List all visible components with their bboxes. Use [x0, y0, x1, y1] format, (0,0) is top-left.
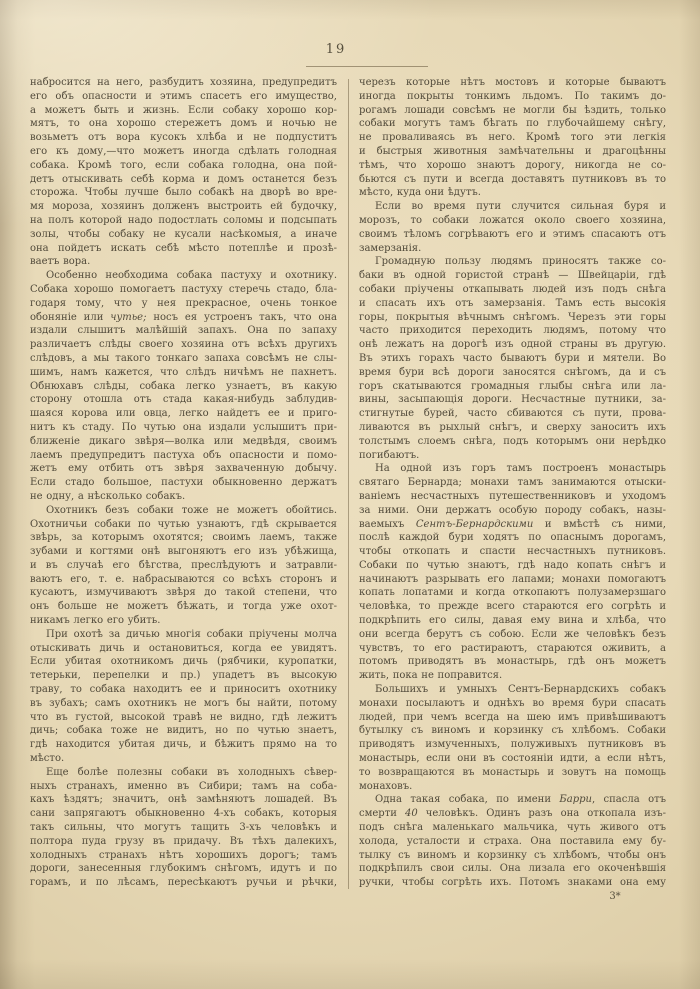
text-line: и спасать ихъ отъ замерзанія. Тамъ есть высокія	[359, 297, 666, 309]
column-divider	[348, 79, 349, 889]
text-line: чтобы откопать и спасти несчастныхъ путниковъ.	[359, 546, 666, 558]
text-line: Особенно необходима собака пастуху и охотнику.	[46, 270, 337, 282]
text-line: сторону отошла отъ стада какая-нибудь заблудив-	[30, 394, 337, 406]
text-line: ручки, чтобы согрѣть ихъ. Потомъ знаками она ему	[359, 877, 666, 889]
text-line: Въ этихъ горахъ часто бываютъ бури и мятели. Во	[359, 352, 666, 364]
text-line: детъ отыскивать себѣ корма и домъ останется безъ	[30, 173, 337, 185]
text-line: не одну, а нѣсколько собакъ.	[30, 490, 186, 502]
italic-text: Сентъ-Бернардскими	[415, 518, 534, 530]
text-line: Большихъ и умныхъ Сентъ-Бернардскихъ собакъ	[375, 684, 666, 696]
text-line: онѣ лежатъ на дорогѣ изъ одной страны въ другую.	[359, 339, 666, 351]
right-column	[359, 76, 666, 890]
text-line: онъ больше не можетъ бѣжать, и тогда уже охот-	[30, 601, 337, 613]
text-line: монаховъ.	[359, 780, 413, 792]
text-line: баки въ одной гористой странѣ — Швейцаріи, гдѣ	[359, 270, 666, 282]
left-column	[30, 76, 337, 890]
text-line: возьметъ отъ вора кусокъ хлѣба и не подпуститъ	[30, 132, 337, 144]
text-line: морозъ, то собаки ложатся около своего хозяина,	[359, 214, 666, 226]
text-line: лаемъ предупредитъ пастуха объ опасности и помо-	[30, 449, 337, 461]
text-line: собака. Кромѣ того, если собака голодна, она пой-	[30, 159, 337, 171]
text-line: тетерьки, перепелки и пр.) упадетъ въ высокую	[30, 670, 337, 682]
text-line: подъ снѣга маленькаго мальчика, чуть живого отъ	[359, 822, 666, 834]
text-line: ваемыхъ Сентъ-Бернардскими и вмѣстѣ съ ними,	[359, 518, 666, 530]
text-line: При охотѣ за дичью многія собаки пріучены молча	[46, 628, 337, 640]
text-line: кахъ ѣздятъ; значитъ, онѣ замѣняютъ лошадей. Въ	[30, 794, 337, 806]
text-line: послѣ каждой бури ходятъ по опаснымъ дорогамъ,	[359, 532, 666, 544]
text-line: холодныхъ странахъ нѣтъ хорошихъ дорогъ; тамъ	[30, 849, 337, 861]
text-line: Обнюхавъ слѣды, собака легко узнаетъ, въ какую	[30, 380, 337, 392]
text-line: его къ дому,—что можетъ иногда сдѣлать голодная	[30, 145, 337, 157]
text-line: кусаютъ, измучиваютъ звѣря до такой степени, что	[30, 587, 337, 599]
text-line: черезъ которые нѣтъ мостовъ и которые бываютъ	[359, 77, 666, 88]
text-line: собаки пріучены откапывать людей изъ подъ снѣга	[359, 283, 666, 295]
text-line: горамъ, и по лѣсамъ, пересѣкаютъ ручьи и рѣчки,	[30, 877, 337, 889]
text-line: отыскивать дичь и остановиться, когда ее увидятъ.	[30, 642, 337, 654]
text-line: ваніемъ несчастныхъ путешественниковъ и уходомъ	[359, 490, 666, 502]
text-line: что въ густой, высокой травѣ не видно, гдѣ лежитъ	[30, 711, 337, 723]
text-line: ближеніе дикаго звѣря—волка или медвѣдя, своимъ	[30, 435, 337, 447]
text-line: звѣрь, за которымъ охотятся; своимъ лаемъ, также	[30, 532, 337, 544]
text-line: чувствъ, то его растираютъ, стараются оживить, а	[359, 642, 666, 654]
text-line: Охотникъ безъ собаки тоже не можетъ обойтись.	[46, 504, 337, 516]
text-line: смерти 40 человѣкъ. Одинъ разъ она откопала изъ-	[359, 808, 666, 820]
text-line: ваютъ его, т. е. набрасываются со всѣхъ сторонъ и	[30, 573, 337, 585]
text-line: монастырь, если они въ состояніи идти, а если нѣтъ,	[359, 753, 666, 765]
text-line: человѣка, то прежде всего стараются его согрѣть и	[359, 601, 666, 613]
text-line: такъ сильны, что могутъ тащить 3-хъ человѣкъ и	[30, 822, 337, 834]
text-line: и въ случаѣ его бѣгства, преслѣдуютъ и затравли-	[30, 559, 337, 571]
text-line: людей, при чемъ всегда на шею имъ привѣшиваютъ	[359, 711, 666, 723]
text-line: ныхъ странахъ, именно въ Сибири; тамъ на соба-	[30, 780, 337, 792]
text-line: Еще болѣе полезны собаки въ холодныхъ сѣвер-	[46, 766, 337, 778]
text-line: Если во время пути случится сильная буря и	[375, 201, 666, 213]
text-line: въ зубахъ; самъ охотникъ не могъ бы найти, потому	[30, 697, 337, 709]
text-line: зубами и когтями онѣ выгоняютъ его изъ убѣжища,	[30, 546, 337, 558]
text-line: никамъ легко его убить.	[30, 615, 161, 627]
text-line: приводятъ измученныхъ, полуживыхъ путниковъ въ	[359, 739, 666, 751]
text-line: золы, чтобы собаку не кусали насѣкомыя, а иначе	[30, 228, 337, 240]
text-line: тѣмъ, что хорошо знаютъ дорогу, никогда не со-	[359, 159, 666, 171]
text-line: ливаются въ рыхлый снѣгъ, и сверху заноситъ ихъ	[359, 421, 666, 433]
text-line: своимъ тѣломъ согрѣваютъ его и этимъ спасаютъ отъ	[359, 228, 666, 240]
text-line: ваетъ вора.	[30, 256, 91, 268]
text-line: толстымъ слоемъ снѣга, подъ которымъ они нерѣдко	[359, 435, 666, 447]
text-line: то возвращаются въ монастырь и зовутъ на помощь	[359, 766, 666, 778]
text-line: и быстрыя животныя замѣчательны и драгоцѣнны	[359, 145, 666, 157]
text-line: не проваливаясь въ него. Кромѣ того эти легкія	[359, 132, 666, 144]
text-line: траву, то собака находитъ ее и приноситъ охотнику	[30, 684, 337, 696]
text-line: сторожа. Чтобы лучше было собакѣ на дворѣ во вре-	[30, 187, 337, 199]
text-line: святаго Бернарда; монахи тамъ занимаются отыски-	[359, 477, 666, 489]
text-line: набросится на него, разбудитъ хозяина, предупредитъ	[30, 77, 337, 88]
text-line: а можетъ быть и жизнь. Если собаку хорошо кор-	[30, 104, 337, 116]
text-line: мѣсто, куда они ѣдутъ.	[359, 187, 481, 199]
text-line: потомъ приводятъ въ монастырь, гдѣ онъ можетъ	[359, 656, 666, 668]
text-line: гдѣ находится убитая дичь, и бѣжитъ прямо на то	[30, 739, 337, 751]
text-line: мя мороза, хозяинъ долженъ выстроить ей будочку,	[30, 201, 337, 213]
text-line: На одной изъ горъ тамъ построенъ монастырь	[375, 463, 666, 475]
text-line: мѣсто.	[30, 753, 65, 765]
text-line: обоняніе или чутье; носъ ея устроенъ такъ, что она	[30, 311, 337, 323]
text-line: Если стадо большое, пастухи обыкновенно держатъ	[30, 477, 337, 489]
text-line: иногда покрыты тонкимъ льдомъ. По такимъ до-	[359, 90, 666, 102]
text-line: Охотничьи собаки по чутью узнаютъ, гдѣ скрывается	[30, 518, 337, 530]
text-line: подкрѣпить его силы, давая ему вина и хлѣба, что	[359, 615, 666, 627]
text-line: различаетъ слѣды своего хозяина отъ всѣхъ другихъ	[30, 339, 337, 351]
text-line: дороги, занесенныя глубокимъ снѣгомъ, идутъ и по	[30, 863, 337, 875]
text-line: жить, пока не поправится.	[359, 670, 503, 682]
text-line: вины, засыпающія дороги. Несчастные путники, за-	[359, 394, 666, 406]
text-line: полтора пуда грузу въ придачу. Въ тѣхъ далекихъ,	[30, 835, 337, 847]
text-line: рогамъ лошади совсѣмъ не могли бы ѣздить, только	[359, 104, 666, 116]
text-line: сани запрягаютъ обыкновенно 4-хъ собакъ, которыя	[30, 808, 337, 820]
text-line: мятъ, то она хорошо стережетъ домъ и ночью не	[30, 118, 337, 130]
italic-text: 40	[404, 808, 418, 820]
text-line: подкрѣпилъ свои силы. Она лизала его окоченѣвшія	[359, 863, 666, 875]
text-line: Если убитая охотникомъ дичь (рябчики, куропатки,	[30, 656, 337, 668]
text-line: замерзанія.	[359, 242, 422, 254]
page-number: 19	[325, 42, 347, 57]
text-line: стигнутые бурей, часто сбиваются съ пути, прова-	[359, 408, 666, 420]
text-line: нитъ къ стаду. По чутью она издали услышитъ при-	[30, 421, 337, 433]
text-line: она пойдетъ искать себѣ мѣсто потеплѣе и прозѣ-	[30, 242, 337, 254]
text-line: дичь; собака тоже не видитъ, но по чутью знаетъ,	[30, 725, 337, 737]
text-line: Громадную пользу людямъ приносятъ также со-	[375, 256, 666, 268]
text-line: копать лопатами и когда откопаютъ полузамерзшаго	[359, 587, 666, 599]
italic-text: Барри	[559, 794, 592, 806]
text-line: Собаки по чутью знаютъ, гдѣ надо копать снѣгъ и	[359, 559, 666, 571]
text-line: монахи посылаютъ и однѣхъ во время бури спасать	[359, 697, 666, 709]
text-line: они всегда берутъ съ собою. Если же человѣкъ безъ	[359, 628, 666, 640]
text-line: горъ скатываются громадныя глыбы снѣга или ла-	[359, 380, 666, 392]
text-line: на полъ которой надо подостлать соломы и подсыпать	[30, 214, 337, 226]
text-line: Одна такая собака, по имени Барри, спасла отъ	[375, 794, 666, 806]
text-line: за ними. Они держатъ особую породу собакъ, назы-	[359, 504, 666, 516]
text-line: холода, усталости и страха. Она поставила ему бу-	[359, 835, 666, 847]
text-line: время бури всѣ дороги заносятся снѣгомъ, да и съ	[359, 366, 666, 378]
text-line: бутылку съ виномъ и корзинку съ хлѣбомъ. Собаки	[359, 725, 666, 737]
text-line: горы, покрытыя вѣчнымъ снѣгомъ. Черезъ эти горы	[359, 311, 666, 323]
text-line: слѣдовъ, а мы такого тонкаго запаха совсѣмъ не слы-	[30, 352, 337, 364]
text-line: Собака хорошо помогаетъ пастуху стеречь стадо, бла-	[30, 283, 337, 295]
italic-text: чутье;	[110, 311, 147, 323]
text-line: собаки могутъ тамъ бѣгать по глубочайшему снѣгу,	[359, 118, 666, 130]
text-line: тылку съ виномъ и корзинку съ хлѣбомъ, чтобы онъ	[359, 849, 666, 861]
text-line: бьются съ пути и всегда доставятъ путниковъ въ то	[359, 173, 666, 185]
text-line: его объ опасности и этимъ спасетъ его имущество,	[30, 90, 337, 102]
text-line: начинаютъ разрывать его лапами; монахи помогаютъ	[359, 573, 666, 585]
text-line: часто приходится переходить людямъ, потому что	[359, 325, 666, 337]
text-line: погибаютъ.	[359, 449, 420, 461]
text-line: шимъ, намъ кажется, что слѣдъ ничѣмъ не пахнетъ.	[30, 366, 337, 378]
text-line: годаря тому, что у нея прекрасное, очень тонкое	[30, 297, 337, 309]
header-rule	[306, 66, 428, 67]
signature-mark: 3*	[609, 891, 621, 902]
text-line: жетъ ему отбить отъ звѣря захваченную добычу.	[30, 463, 337, 475]
text-line: шаяся корова или овца, легко найдетъ ее и приго-	[30, 408, 337, 420]
text-line: издали слышитъ малѣйшій запахъ. Она по запаху	[30, 325, 337, 337]
